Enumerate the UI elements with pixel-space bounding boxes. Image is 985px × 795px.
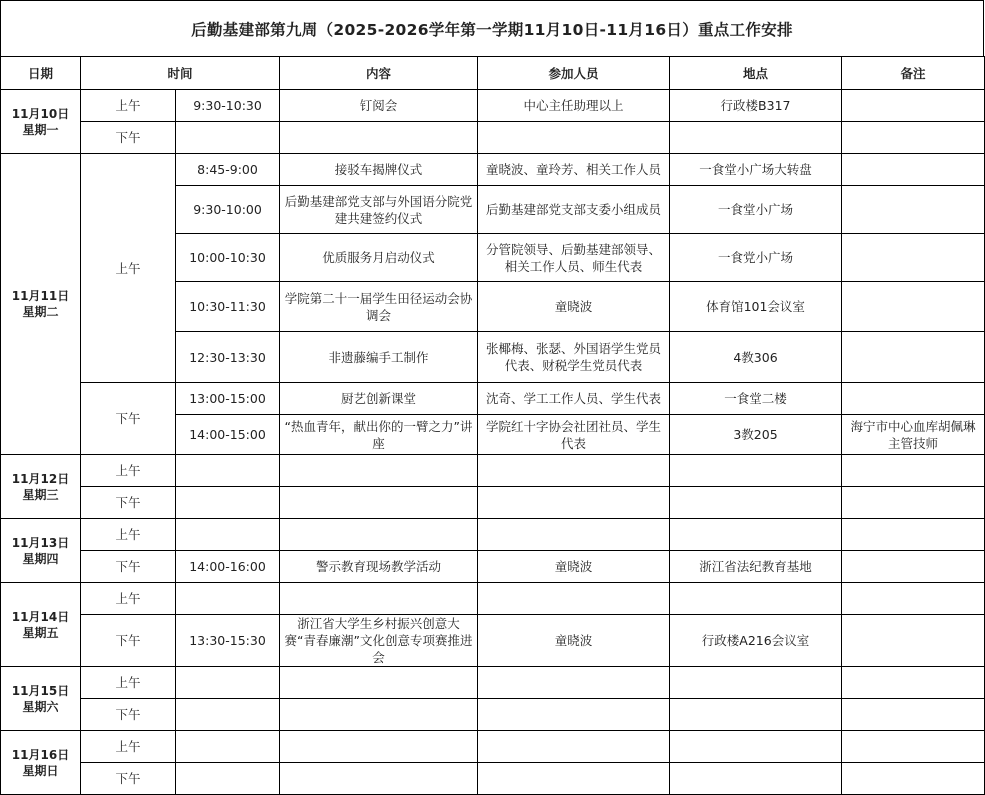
schedule-row [1,763,985,795]
time-cell [176,667,280,699]
remarks-cell [842,154,985,186]
content-cell: 非遗藤编手工制作 [280,332,478,383]
day-cell [1,519,81,583]
participants-cell [478,455,670,487]
remarks-cell [842,234,985,282]
day-date: 11月12日 [11,471,70,486]
day-date: 11月14日 [11,609,70,624]
time-cell: 9:30-10:30 [176,90,280,122]
remarks-cell [842,763,985,795]
day-cell [1,154,81,455]
schedule-row [1,731,985,763]
schedule-row [1,154,985,186]
period-am: 上午 [81,731,176,763]
period-pm: 下午 [81,122,176,154]
content-cell: 后勤基建部党支部与外国语分院党建共建签约仪式 [280,186,478,234]
day-weekday: 星期三 [22,487,59,502]
remarks-cell [842,551,985,583]
day-date: 11月15日 [11,683,70,698]
period-am: 上午 [81,667,176,699]
time-cell [176,487,280,519]
participants-cell [478,122,670,154]
schedule-row [1,519,985,551]
time-cell [176,122,280,154]
location-cell [670,519,842,551]
remarks-cell [842,90,985,122]
time-cell [176,583,280,615]
content-cell: 厨艺创新课堂 [280,383,478,415]
location-cell [670,731,842,763]
participants-cell: 沈奇、学工工作人员、学生代表 [478,383,670,415]
schedule-row [1,551,985,583]
remarks-cell [842,731,985,763]
schedule-row [1,615,985,667]
participants-cell: 张椰梅、张瑟、外国语学生党员代表、财税学生党员代表 [478,332,670,383]
schedule-row [1,487,985,519]
time-cell: 14:00-16:00 [176,551,280,583]
participants-cell [478,487,670,519]
content-cell [280,583,478,615]
period-am: 上午 [81,154,176,383]
period-pm: 下午 [81,615,176,667]
location-cell: 一食党小广场 [670,234,842,282]
day-date: 11月13日 [11,535,70,550]
time-cell: 10:30-11:30 [176,282,280,332]
remarks-cell [842,699,985,731]
location-cell: 一食堂二楼 [670,383,842,415]
content-cell [280,763,478,795]
location-cell [670,122,842,154]
content-cell [280,699,478,731]
period-am: 上午 [81,519,176,551]
schedule-row [1,583,985,615]
header-participants: 参加人员 [478,57,670,90]
content-cell: 浙江省大学生乡村振兴创意大赛“青春廉潮”文化创意专项赛推进会 [280,615,478,667]
header-time: 时间 [81,57,280,90]
time-cell: 10:00-10:30 [176,234,280,282]
participants-cell: 童晓波、童玲芳、相关工作人员 [478,154,670,186]
page-title: 后勤基建部第九周（2025-2026学年第一学期11月10日-11月16日）重点工作安排 [0,0,984,57]
remarks-cell [842,282,985,332]
header-row [1,57,985,90]
day-weekday: 星期六 [22,699,59,714]
header-remarks: 备注 [842,57,985,90]
content-cell: “热血青年，献出你的一臂之力”讲座 [280,415,478,455]
location-cell: 体育馆101会议室 [670,282,842,332]
location-cell [670,583,842,615]
period-am: 上午 [81,583,176,615]
period-am: 上午 [81,455,176,487]
location-cell: 一食堂小广场大转盘 [670,154,842,186]
location-cell: 3教205 [670,415,842,455]
header-content: 内容 [280,57,478,90]
location-cell: 行政楼A216会议室 [670,615,842,667]
location-cell [670,763,842,795]
remarks-cell [842,383,985,415]
remarks-cell [842,332,985,383]
content-cell: 钉阅会 [280,90,478,122]
remarks-cell [842,455,985,487]
schedule-row [1,383,985,415]
time-cell [176,519,280,551]
participants-cell [478,699,670,731]
content-cell: 接驳车揭牌仪式 [280,154,478,186]
location-cell: 行政楼B317 [670,90,842,122]
participants-cell: 中心主任助理以上 [478,90,670,122]
content-cell [280,455,478,487]
content-cell: 优质服务月启动仪式 [280,234,478,282]
day-weekday: 星期五 [22,625,59,640]
remarks-cell [842,615,985,667]
remarks-cell [842,519,985,551]
schedule-row [1,667,985,699]
day-date: 11月16日 [11,747,70,762]
location-cell: 浙江省法纪教育基地 [670,551,842,583]
day-weekday: 星期日 [22,763,59,778]
remarks-cell [842,186,985,234]
participants-cell: 童晓波 [478,615,670,667]
participants-cell [478,583,670,615]
participants-cell [478,763,670,795]
remarks-cell: 海宁市中心血库胡佩琳主管技师 [842,415,985,455]
period-pm: 下午 [81,487,176,519]
day-weekday: 星期一 [22,122,59,137]
header-date: 日期 [1,57,81,90]
participants-cell: 分管院领导、后勤基建部领导、相关工作人员、师生代表 [478,234,670,282]
time-cell [176,731,280,763]
participants-cell [478,731,670,763]
time-cell: 13:30-15:30 [176,615,280,667]
time-cell: 8:45-9:00 [176,154,280,186]
time-cell: 14:00-15:00 [176,415,280,455]
day-weekday: 星期四 [22,551,59,566]
day-cell [1,455,81,519]
remarks-cell [842,487,985,519]
participants-cell: 后勤基建部党支部支委小组成员 [478,186,670,234]
period-pm: 下午 [81,763,176,795]
content-cell [280,519,478,551]
period-am: 上午 [81,90,176,122]
period-pm: 下午 [81,551,176,583]
day-cell [1,90,81,154]
time-cell [176,455,280,487]
location-cell: 4教306 [670,332,842,383]
schedule-row [1,90,985,122]
participants-cell [478,667,670,699]
location-cell [670,455,842,487]
participants-cell: 学院红十字协会社团社员、学生代表 [478,415,670,455]
content-cell [280,122,478,154]
day-date: 11月11日 [11,289,70,303]
day-weekday: 星期二 [22,305,59,319]
participants-cell [478,519,670,551]
content-cell [280,731,478,763]
location-cell: 一食堂小广场 [670,186,842,234]
content-cell [280,487,478,519]
time-cell: 12:30-13:30 [176,332,280,383]
schedule-row [1,455,985,487]
content-cell [280,667,478,699]
schedule-body [1,90,985,795]
location-cell [670,487,842,519]
day-cell [1,583,81,667]
remarks-cell [842,583,985,615]
header-location: 地点 [670,57,842,90]
remarks-cell [842,122,985,154]
day-cell [1,667,81,731]
day-date: 11月10日 [11,106,70,121]
period-pm: 下午 [81,383,176,455]
day-cell [1,731,81,795]
time-cell [176,763,280,795]
time-cell: 9:30-10:00 [176,186,280,234]
time-cell [176,699,280,731]
schedule-row [1,699,985,731]
time-cell: 13:00-15:00 [176,383,280,415]
content-cell: 学院第二十一届学生田径运动会协调会 [280,282,478,332]
location-cell [670,667,842,699]
schedule-table [0,56,985,795]
participants-cell: 童晓波 [478,282,670,332]
period-pm: 下午 [81,699,176,731]
content-cell: 警示教育现场教学活动 [280,551,478,583]
participants-cell: 童晓波 [478,551,670,583]
remarks-cell [842,667,985,699]
schedule-row [1,122,985,154]
location-cell [670,699,842,731]
